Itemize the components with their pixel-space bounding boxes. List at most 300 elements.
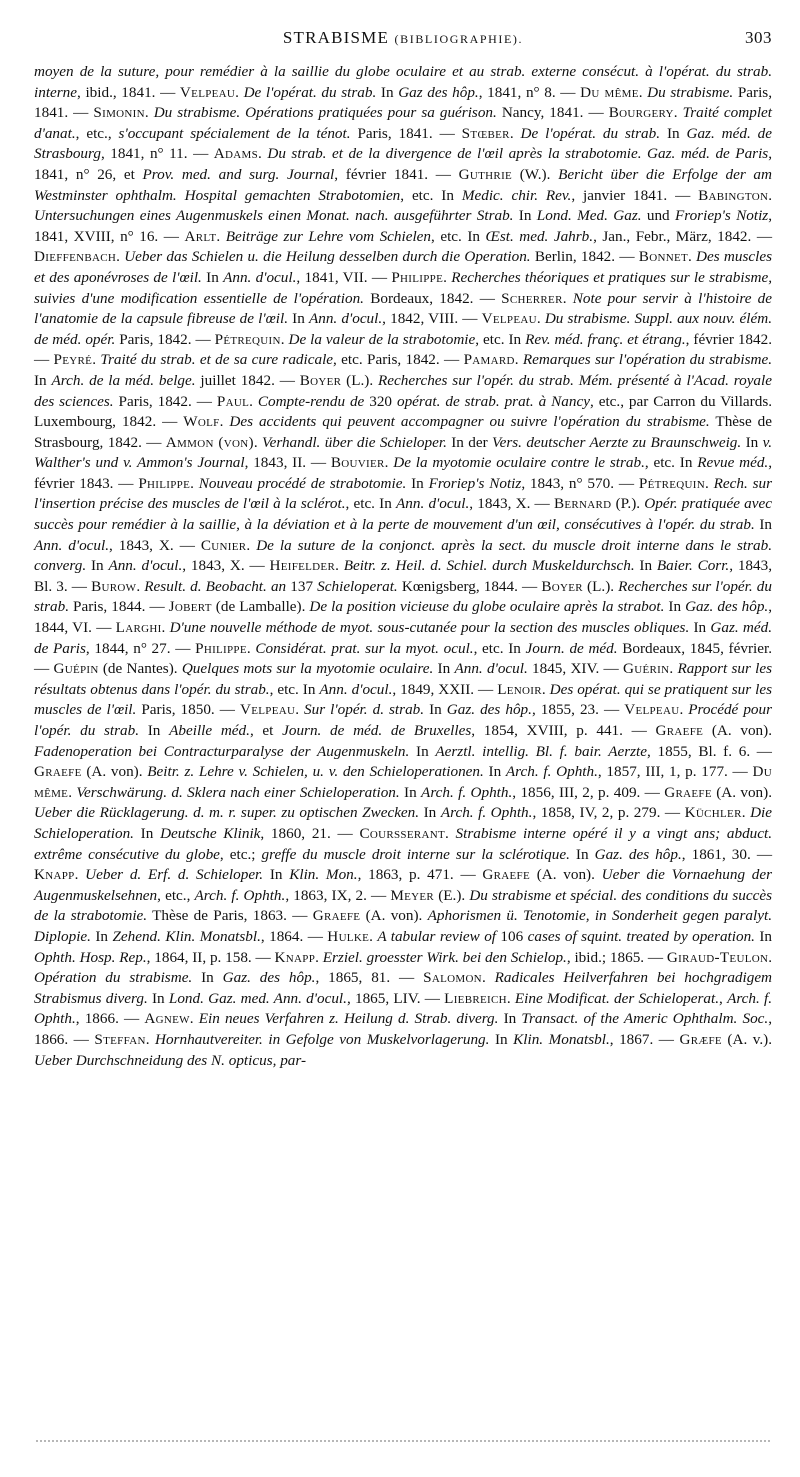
citation-text: , février 1841. — (334, 165, 459, 183)
citation-text: , etc. In (431, 227, 486, 245)
citation-text: In der (446, 433, 493, 451)
citation-title: Beiträge zur Lehre vom Schielen (225, 227, 432, 245)
citation-text: , 1843, X. — (469, 495, 554, 513)
author-name: Cunier (200, 536, 247, 554)
citation-title: Aerztl. intellig. Bl. f. bair. Aerzte (435, 742, 647, 760)
citation-title: Baier. Corr. (656, 557, 730, 575)
citation-text: In (483, 763, 506, 781)
citation-title: Ueber d. Erf. d. Schieloper. (85, 866, 264, 884)
citation-title: Prov. med. and surg. Journal (142, 165, 335, 183)
citation-text: , 1841, n° 11. — (100, 145, 214, 163)
author-name: Giraud-Teulon (666, 948, 769, 966)
author-name: Larghi (115, 619, 162, 637)
citation-title: Journ. de méd. de Bruxelles (282, 722, 472, 739)
citation-text: , 1865, 81. — (315, 969, 424, 987)
citation-text: In (660, 124, 687, 142)
author-name: Lenoir (497, 680, 542, 698)
author-name: Velpeau (239, 701, 296, 719)
citation-title: Journ. de méd. (525, 639, 618, 657)
citation-title: Gaz. des hôp. (594, 845, 682, 863)
citation-text: In (139, 722, 170, 739)
citation-text: 106 (496, 927, 528, 945)
citation-text: . (704, 474, 714, 492)
citation-title: Schieloperat. (317, 577, 398, 595)
citation-title: Ann. d'ocul. (308, 310, 383, 328)
citation-title: Result. d. Beobacht. an (144, 577, 287, 595)
citation-text: , ibid., 1841. — (77, 83, 180, 101)
citation-title: Gaz. des hôp. (222, 969, 316, 987)
citation-title: Procédé pour l'opér. du strab. (34, 701, 773, 739)
citation-text: . (189, 1010, 199, 1028)
author-name: Du même (580, 83, 639, 101)
citation-text: 1845, XIV. — (527, 660, 623, 678)
citation-title: Klin. Monatsbl. (513, 1030, 610, 1048)
citation-title: Note pour servir à l'histoire de l'anatomie de la capsule fibreuse de l'œil. (34, 289, 773, 328)
author-name: Stœber (461, 124, 510, 142)
citation-title: Recherches théoriques et pratiques sur le strabisme, suivies d'une modification essentielle de l'opération. (34, 268, 772, 307)
citation-title: Vers. deutscher Aerzte zu Braunschweig. (492, 433, 742, 451)
author-name: Græfe (679, 1030, 722, 1048)
citation-title: Beitr. z. Lehre v. Schielen, u. v. den Schieloperationen. (147, 763, 484, 781)
citation-text: , février 1843. — (34, 454, 773, 492)
title-subtitle: (BIBLIOGRAPHIE). (394, 32, 524, 46)
citation-title: De la position vicieuse du globe oculaire après la strabot. (309, 598, 665, 616)
citation-text: , etc. Paris, 1842. — (333, 351, 464, 369)
citation-text: Paris, 1841. — (34, 83, 772, 122)
citation-text: . (136, 577, 145, 595)
citation-title: Fadenoperation bei Contracturparalyse der Augenmuskeln. (34, 742, 410, 760)
citation-title: Hornhautvereiter. in Gefolge von Muskelvorlagerung. (155, 1030, 490, 1048)
citation-text: In (288, 310, 309, 328)
citation-text: (A. von). (711, 783, 772, 801)
citation-text: . (481, 969, 495, 987)
citation-text: In (741, 433, 763, 451)
author-name: Guépin (53, 660, 99, 678)
citation-title: Opér. pratiquée avec succès pour remédier à la saillie, à la déviation et à la perte de mouvement d'un œil, consécutives à l'opér. du strab. (34, 495, 772, 534)
citation-title: Du strabisme. Suppl. aux nouv. élém. de méd. opér. (34, 310, 772, 348)
citation-title: Strabisme interne opéré il y a vingt ans; abduct. extrême consécutive du globe (34, 824, 773, 863)
citation-text: . (144, 104, 154, 122)
citation-title: Radicales Heilverfahren bei hochgradigem Strabismus diverg. (34, 969, 773, 1007)
citation-text: , 1866. — (34, 1010, 773, 1048)
citation-text: In (498, 1010, 522, 1028)
citation-text: . (673, 104, 683, 122)
citation-title: Die Schieloperation. (34, 804, 772, 842)
author-name: Heifelder (269, 557, 336, 575)
citation-text: . (92, 351, 101, 369)
citation-text: , etc. In (644, 454, 698, 472)
author-name: Bonnet (638, 248, 688, 266)
citation-title: Œst. med. Jahrb. (485, 227, 594, 245)
citation-text: , 1855, 23. — (531, 701, 625, 719)
citation-text: , 1841, XVIII, n° 16. — (34, 207, 773, 245)
citation-title: Lond. Gaz. med. Ann. d'ocul. (168, 989, 347, 1007)
citation-text: , etc. In (345, 495, 397, 513)
citation-text: . (509, 124, 521, 142)
citation-text: . (541, 680, 550, 698)
citation-text: juillet 1842. — (195, 371, 300, 389)
citation-text: , janvier 1841. — (571, 186, 699, 204)
citation-title: Bericht über die Erfolge der am Westminster ophthalm. Hospital gemachten Strabotomien (34, 165, 772, 204)
citation-text: . (638, 83, 648, 101)
citation-text: , 1844, n° 27. — (85, 639, 196, 657)
author-name: Ammon (von) (165, 433, 254, 451)
citation-title: Considérat. prat. sur la myot. ocul. (255, 639, 474, 657)
citation-text: und (641, 207, 675, 225)
citation-title: De la suture de la conjonct. après la sect. du muscle droit interne dans le strab. converg. (34, 536, 772, 575)
citation-text: 320 (364, 392, 397, 410)
citation-text: (A. v.). (721, 1030, 773, 1048)
citation-text: . (216, 227, 226, 245)
author-name: Steffan (94, 1030, 146, 1048)
citation-text: In (376, 83, 399, 101)
citation-title: Ann. d'ocul. (454, 660, 528, 678)
citation-title: s'occupant spécialement de la ténot. (118, 124, 351, 142)
citation-title: Gaz des hôp. (398, 83, 479, 101)
citation-text: , etc.; (219, 845, 262, 863)
citation-text: , Jan., Febr., März, 1842. — (593, 227, 773, 245)
citation-text: . (190, 474, 199, 492)
author-name: Philippe (391, 268, 444, 286)
author-name: Pétrequin (214, 330, 281, 348)
citation-title: Recherches sur l'opér. du strab. (34, 577, 772, 616)
citation-text: . (235, 83, 244, 101)
citation-title: Verschwärung. d. Sklera nach einer Schieloperation. (76, 783, 400, 801)
author-name: Velpeau (624, 701, 680, 719)
citation-text: . (768, 948, 772, 966)
author-name: Simonin (93, 104, 145, 122)
citation-text: , etc., par Carron du Villards. Luxembourg, 1842. — (34, 392, 773, 431)
author-name: Meyer (390, 886, 435, 904)
citation-title: Verhandl. über die Schieloper. (261, 433, 447, 451)
citation-text: . (687, 248, 697, 266)
citation-title: Ann. d'ocul. (319, 680, 393, 698)
author-name: Philippe (138, 474, 191, 492)
citation-text: . (741, 804, 751, 822)
citation-text: (A. von). (81, 763, 148, 781)
author-name: Scherrer (501, 289, 563, 307)
citation-title: Arch. f. Ophth. (505, 763, 598, 781)
citation-text: In (406, 474, 429, 492)
citation-text: . (246, 639, 256, 657)
author-name: Dieffenbach (34, 248, 117, 266)
citation-title: Lond. Med. Gaz. (536, 207, 642, 225)
citation-text: Paris, 1844. — (69, 598, 169, 616)
citation-title: Arch. f. Ophth. (194, 886, 286, 904)
citation-title: Revue méd. (697, 454, 769, 472)
citation-text: (L.). (341, 371, 379, 389)
citation-text: . (335, 557, 344, 575)
citation-text: . (74, 866, 86, 884)
author-name: Liebreich (444, 989, 507, 1007)
citation-title: Beitr. z. Heil. d. Schiel. durch Muskeldurchsch. (343, 557, 635, 575)
author-name: Peyré (53, 351, 93, 369)
author-name: Graefe (34, 763, 82, 781)
citation-text: , 1854, XVIII, p. 441. — (471, 722, 656, 739)
citation-text: . (562, 289, 573, 307)
citation-title: Erziel. groesster Wirk. bei den Schielop. (322, 948, 567, 966)
citation-title: Zehend. Klin. Monatsbl. (112, 927, 261, 945)
author-name: Arlt (184, 227, 217, 245)
author-name: Boyer (299, 371, 342, 389)
citation-title: Ann. d'ocul. (223, 268, 297, 286)
author-name: Graefe (482, 866, 530, 884)
page-number: 303 (745, 28, 772, 47)
running-head (34, 28, 772, 52)
citation-text: , (719, 989, 728, 1007)
citation-text: , 1843, Bl. 3. — (34, 557, 773, 595)
citation-title: Gaz. méd. de Paris (34, 619, 772, 657)
citation-text: In (569, 845, 595, 863)
citation-text: Bordeaux, 1842. — (363, 289, 502, 307)
citation-title: Eine Modificat. der Schieloperat. (514, 989, 720, 1007)
citation-text: . (258, 145, 268, 163)
citation-title: Ann. d'ocul. (108, 557, 183, 575)
citation-text: , 1865, LIV. — (346, 989, 445, 1007)
author-name: Hulke (327, 927, 370, 945)
citation-text: Paris, 1841. — (350, 124, 462, 142)
citation-text: In (34, 371, 52, 389)
citation-title: Traité complet d'anat. (34, 104, 772, 142)
citation-text: (de Nantes). (98, 660, 182, 678)
citation-title: Rev. méd. franç. et étrang. (525, 330, 686, 348)
citation-text: , 1864, II, p. 158. — (146, 948, 275, 966)
citation-text: , février 1842. — (34, 330, 773, 369)
citation-text: (A. von). (529, 866, 602, 884)
citation-text: . (246, 536, 257, 554)
author-name: Graefe (655, 722, 704, 739)
citation-title: Arch. f. Ophth. (440, 804, 533, 822)
citation-text: , 1841, n° 8. — (478, 83, 581, 101)
citation-text: , 1843, II. — (244, 454, 331, 472)
citation-text: , 1843, X. — (109, 536, 201, 554)
citation-text: . (669, 660, 678, 678)
citation-title: Gaz. des hôp. (685, 598, 769, 616)
citation-text: Thèse de Paris, 1863. — (147, 907, 313, 925)
citation-text: In (513, 207, 537, 225)
citation-text: (W.). (512, 165, 559, 183)
citation-text: . (295, 701, 305, 719)
citation-text: . (514, 351, 523, 369)
citation-text: In (664, 598, 686, 616)
citation-text: , 1841, n° 26, et (34, 145, 773, 183)
citation-title: Des accidents qui peuvent accompagner ou suivre l'opération du strabisme. (229, 413, 710, 431)
bibliography-text (34, 62, 772, 1071)
citation-text: , 1849, XXII. — (392, 680, 498, 698)
author-name: Salomon (423, 969, 482, 987)
citation-title: Froriep's Notiz (674, 207, 769, 225)
citation-text: In (754, 927, 773, 945)
citation-title: Ann. d'ocul. (34, 536, 110, 554)
citation-text: In (399, 783, 422, 801)
citation-title: Froriep's Notiz (428, 474, 522, 492)
citation-text: , 1842, VIII. — (382, 310, 482, 328)
author-name: Coursserant (359, 824, 445, 842)
author-name: Bernard (553, 495, 612, 513)
citation-title: Du strab. et de la divergence de l'œil après la strabotomie. Gaz. méd. de Paris (267, 145, 769, 163)
citation-title: Ein neues Verfahren z. Heilung d. Strab. diverg. (198, 1010, 499, 1028)
citation-title: Rech. sur l'insertion précise des muscles de l'œil à la sclérot. (34, 474, 772, 513)
citation-text: Kœnigsberg, 1844. — (397, 577, 542, 595)
citation-text: In (433, 660, 455, 678)
citation-text: . (443, 268, 452, 286)
bibliography-paragraph (34, 62, 772, 1071)
author-name: Graefe (312, 907, 361, 925)
citation-title: Klin. Mon. (289, 866, 358, 884)
citation-title: Gaz. des hôp. (446, 701, 532, 719)
citation-title: Recherches sur l'opér. du strab. Mém. présenté à l'Acad. royale des sciences. (34, 371, 772, 410)
citation-text: . (445, 824, 456, 842)
citation-text: Paris, 1850. — (136, 701, 240, 719)
citation-text: , etc. In (475, 330, 526, 348)
citation-text: Paris, 1842. — (113, 392, 217, 410)
citation-text: , 1863, IX, 2. — (285, 886, 391, 904)
citation-title: Des opérat. qui se pratiquent sur les muscles de l'œil. (34, 680, 772, 719)
citation-text: In (689, 619, 711, 637)
citation-title: De la myotomie oculaire contre le strab. (393, 454, 645, 472)
author-name: Velpeau (179, 83, 236, 101)
citation-title: moyen de la suture, pour remédier à la saillie du globe oculaire et au strab. externe consécut. à l'opérat. du strab. interne (34, 63, 772, 101)
citation-text: , 1866. — (75, 1010, 145, 1028)
author-name: Küchler (684, 804, 742, 822)
citation-title: Ueber die Rücklagerung. d. m. r. super. zu optischen Zwecken. (34, 804, 420, 822)
citation-text: (de Lamballe). (211, 598, 310, 616)
citation-title: Du strabisme et spécial. des conditions du succès de la strabotomie. (34, 886, 772, 925)
author-name: Bouvier (330, 454, 385, 472)
citation-text: In (489, 1030, 514, 1048)
citation-title: Arch. f. Ophth. (421, 783, 513, 801)
citation-text: In (263, 866, 290, 884)
citation-text: , ibid.; 1865. — (566, 948, 667, 966)
citation-text: In (147, 989, 169, 1007)
citation-title: Traité du strab. et de sa cure radicale (100, 351, 334, 369)
citation-title: Nouveau procédé de strabotomie. (198, 474, 407, 492)
citation-text: Berlin, 1842. — (530, 248, 639, 266)
citation-text: . (315, 948, 323, 966)
citation-title: greffe du muscle droit interne sur la sclérotique. (261, 845, 570, 863)
title-main: STRABISME (282, 28, 390, 47)
citation-text: (L.). (582, 577, 619, 595)
citation-text: In (201, 268, 224, 286)
citation-text: , etc. In (473, 639, 526, 657)
citation-text: , etc., (157, 886, 195, 904)
footer-dotted-rule (36, 1440, 770, 1442)
citation-title: opérat. de strab. prat. à Nancy (396, 392, 590, 410)
citation-text: , etc. In (400, 186, 462, 204)
citation-title: Gaz. méd. de Strasbourg (34, 124, 772, 163)
author-name: Babington (698, 186, 769, 204)
citation-text: In (86, 557, 109, 575)
citation-text: Nancy, 1841. — (496, 104, 609, 122)
citation-text: In (424, 701, 447, 719)
citation-title: Ueber die Vornaehung der Augenmuskelsehnen (34, 866, 773, 904)
citation-title: Ann. d'ocul. (396, 495, 470, 513)
citation-title: Du strabisme. Opérations pratiquées pour sa guérison. (153, 104, 497, 122)
author-name: Knapp (34, 866, 75, 884)
citation-text: Thèse de Strasbourg, 1842. — (34, 413, 773, 451)
citation-text: In (419, 804, 441, 822)
author-name: Guthrie (458, 165, 513, 183)
citation-text: In (409, 742, 436, 760)
author-name: Du même (34, 763, 772, 801)
citation-text: , 1857, III, 1, p. 177. — (597, 763, 753, 781)
citation-text: . (219, 413, 230, 431)
citation-text: In (754, 516, 772, 534)
citation-text: . (384, 454, 394, 472)
citation-title: Quelques mots sur la myotomie oculaire. (181, 660, 434, 678)
author-name: Adams (213, 145, 259, 163)
citation-text: Paris, 1842. — (115, 330, 215, 348)
citation-title: Ophth. Hosp. Rep. (34, 948, 147, 966)
citation-text: In (634, 557, 657, 575)
citation-title: A tabular review of (377, 927, 497, 945)
citation-text: , 1856, III, 2, p. 409. — (512, 783, 665, 801)
citation-text: . (536, 310, 545, 328)
citation-text: , 1867. — (609, 1030, 680, 1048)
citation-text: . (68, 783, 77, 801)
author-name: Philippe (195, 639, 247, 657)
citation-text: In (133, 824, 161, 842)
citation-text: , 1860, 21. — (260, 824, 360, 842)
citation-title: Abeille méd. (169, 722, 250, 739)
citation-title: De l'opérat. du strab. (243, 83, 377, 101)
citation-text: , etc., (75, 124, 119, 142)
citation-title: v. Walther's und v. Ammon's Journal (34, 433, 772, 472)
citation-text: (P.). (611, 495, 645, 513)
citation-title: Aphorismen ü. Tenotomie, in Sonderheit gegen paralyt. Diplopie. (34, 907, 772, 945)
page-title (34, 28, 772, 48)
citation-title: Arch. de la méd. belge. (51, 371, 196, 389)
author-name: Bourgery (608, 104, 674, 122)
author-name: Graefe (664, 783, 712, 801)
citation-title: Ueber Durchschneidung des N. opticus, par- (34, 1051, 307, 1069)
citation-title: Compte-rendu de (257, 392, 365, 410)
citation-text: . (369, 927, 378, 945)
author-name: Boyer (541, 577, 583, 595)
citation-text: Bordeaux, 1845, février. — (34, 639, 772, 678)
citation-title: cases of squint. treated by operation. (527, 927, 755, 945)
citation-text: . (116, 248, 125, 266)
citation-title: Medic. chir. Rev. (461, 186, 572, 204)
author-name: Pamard (463, 351, 515, 369)
citation-text: In (192, 969, 223, 987)
author-name: Guérin (623, 660, 670, 678)
citation-text: (A. von). (703, 722, 773, 739)
citation-text: . (280, 330, 289, 348)
citation-text: . (768, 186, 772, 204)
author-name: Paul (216, 392, 250, 410)
citation-text: , 1844, VI. — (34, 598, 773, 637)
citation-text: . (249, 392, 258, 410)
citation-text: (A. von). (360, 907, 428, 925)
citation-title: Deutsche Klinik (160, 824, 261, 842)
citation-title: Remarques sur l'opération du strabisme. (522, 351, 773, 369)
citation-title: Des muscles et des aponévroses de l'œil. (34, 248, 773, 286)
author-name: Wolf (183, 413, 220, 431)
citation-text: , 1861, 30. — (681, 845, 772, 863)
citation-text: , 1855, Bl. f. 6. — (647, 742, 772, 760)
citation-text: , 1863, p. 471. — (357, 866, 483, 884)
citation-text: In (90, 927, 113, 945)
citation-title: Transact. of the Americ Ophthalm. Soc. (521, 1010, 769, 1028)
author-name: Burow (91, 577, 137, 595)
citation-text: 137 (286, 577, 318, 595)
citation-text: , 1843, n° 570. — (521, 474, 639, 492)
author-name: Jobert (168, 598, 212, 616)
citation-title: De la valeur de la strabotomie (288, 330, 476, 348)
citation-title: Du strabisme. (647, 83, 734, 101)
author-name: Knapp (274, 948, 316, 966)
